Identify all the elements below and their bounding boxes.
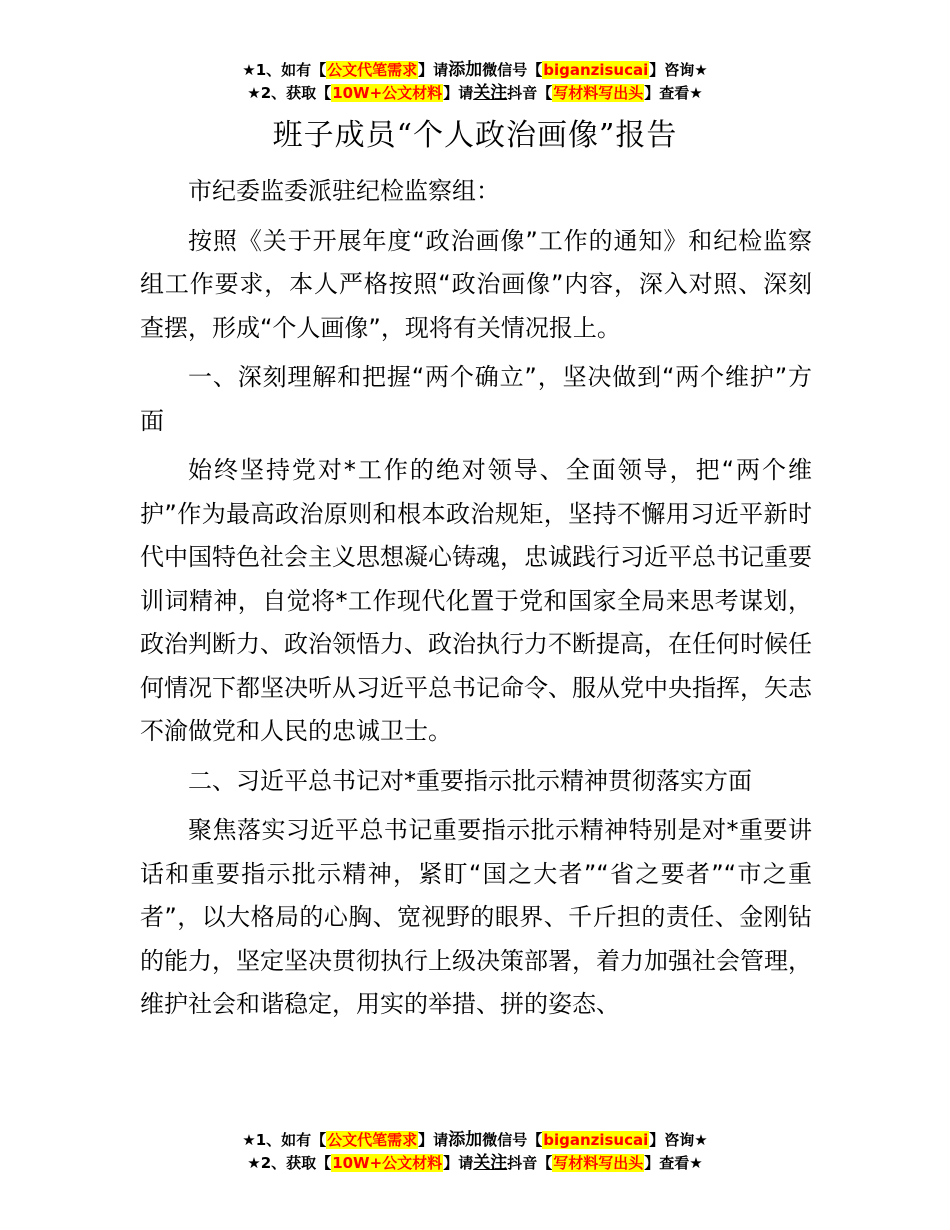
salutation: 市纪委监委派驻纪检监察组： <box>188 177 500 205</box>
banner-highlight: 写材料写出头 <box>553 1154 644 1172</box>
banner-text: ★2、获取【 <box>247 1154 332 1172</box>
banner-emphasis: 关注 <box>473 1153 508 1173</box>
banner-text: 】请 <box>418 1131 449 1149</box>
banner-text: 抖音【 <box>507 84 553 102</box>
banner-text: ★1、如有【 <box>242 61 327 79</box>
paragraph-intro: 按照《关于开展年度“政治画像”工作的通知》和纪检监察组工作要求，本人严格按照“政治画像”内容，深入对照、深刻查摆，形成“个人画像”，现将有关情况报上。 <box>140 226 812 342</box>
banner-highlight: biganzisucai <box>543 1131 649 1149</box>
banner-emphasis: 关注 <box>473 83 508 103</box>
banner-highlight: biganzisucai <box>543 61 649 79</box>
footer-banner <box>0 1129 950 1175</box>
banner-highlight: 写材料写出头 <box>553 84 644 102</box>
banner-text: 微信号【 <box>482 1131 543 1149</box>
paragraph-section-2: 聚焦落实习近平总书记重要指示批示精神特别是对*重要讲话和重要指示批示精神，紧盯“国之大者”“省之要者”“市之重者”，以大格局的心胸、宽视野的眼界、千斤担的责任、金刚钻的能力，坚定坚决贯彻执行上级决策部署，着力加强社会管理，维护社会和谐稳定，用实的举措、拼的姿态、 <box>140 816 812 1018</box>
banner-text: 】请 <box>418 61 449 79</box>
banner-line-2 <box>0 82 950 105</box>
banner-highlight: 10W+公文材料 <box>332 84 443 102</box>
banner-line-2 <box>0 1152 950 1175</box>
section-heading-2: 二、习近平总书记对*重要指示批示精神贯彻落实方面 <box>188 766 752 795</box>
banner-text: 】查看★ <box>644 84 703 102</box>
banner-highlight: 公文代笔需求 <box>327 1131 418 1149</box>
document-title: 班子成员“个人政治画像”报告 <box>272 118 678 153</box>
banner-text: 】咨询★ <box>649 61 708 79</box>
banner-highlight: 公文代笔需求 <box>327 61 418 79</box>
banner-emphasis: 添加 <box>448 60 483 80</box>
section-heading-1: 一、深刻理解和把握“两个确立”，坚决做到“两个维护”方面 <box>140 363 812 435</box>
paragraph-section-1: 始终坚持党对*工作的绝对领导、全面领导，把“两个维护”作为最高政治原则和根本政治规矩，坚持不懈用习近平新时代中国特色社会主义思想凝心铸魂，忠诚践行习近平总书记重要训词精神，自觉将*工作现代化置于党和国家全局来思考谋划，政治判断力、政治领悟力、政治执行力不断提高，在任何时候任何情况下都坚决听从习近平总书记命令、服从党中央指挥，矢志不渝做党和人民的忠诚卫士。 <box>140 456 812 745</box>
banner-text: 】请 <box>443 84 474 102</box>
banner-text: 】咨询★ <box>649 1131 708 1149</box>
banner-line-1 <box>0 1129 950 1152</box>
banner-text: 抖音【 <box>507 1154 553 1172</box>
banner-emphasis: 添加 <box>448 1130 483 1150</box>
banner-line-1 <box>0 59 950 82</box>
header-banner <box>0 59 950 105</box>
banner-highlight: 10W+公文材料 <box>332 1154 443 1172</box>
banner-text: 】请 <box>443 1154 474 1172</box>
banner-text: ★1、如有【 <box>242 1131 327 1149</box>
document-body <box>140 170 812 1033</box>
banner-text: 微信号【 <box>482 61 543 79</box>
banner-text: 】查看★ <box>644 1154 703 1172</box>
banner-text: ★2、获取【 <box>247 84 332 102</box>
